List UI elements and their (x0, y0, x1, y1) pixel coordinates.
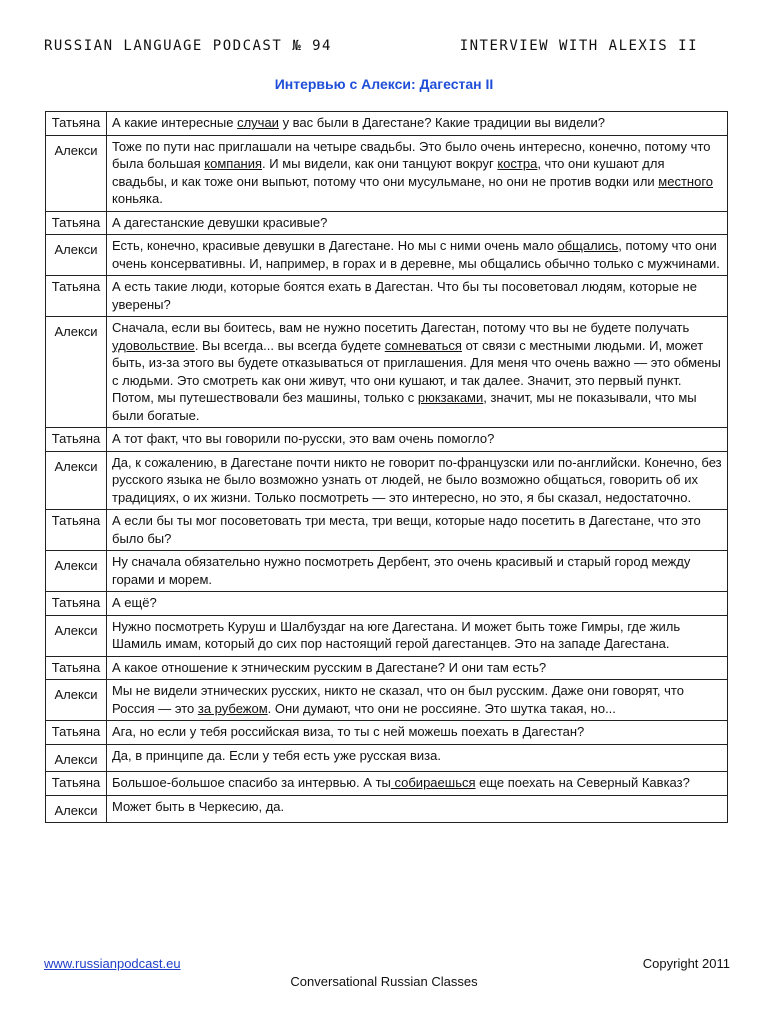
dialogue-line: А какие интересные случаи у вас были в Дагестане? Какие традиции вы видели? (107, 112, 728, 136)
dialogue-line: Нужно посмотреть Куруш и Шалбуздаг на юге Дагестана. И может быть тоже Гимры, где жиль Шамиль имам, который до сих пор настоящий герой дагестанцев. Это на западе Дагестана. (107, 615, 728, 656)
dialogue-row (46, 592, 728, 616)
speaker-name: Татьяна (46, 428, 107, 452)
dialogue-line: А ещё? (107, 592, 728, 616)
dialogue-row (46, 744, 728, 772)
header-podcast-title: RUSSIAN LANGUAGE PODCAST № 94 (44, 38, 332, 54)
speaker-name: Алекси (46, 551, 107, 592)
dialogue-row (46, 451, 728, 510)
speaker-name: Татьяна (46, 721, 107, 745)
page-header (44, 38, 698, 54)
dialogue-line: Ага, но если у тебя российская виза, то ты с ней можешь поехать в Дагестан? (107, 721, 728, 745)
speaker-name: Алекси (46, 680, 107, 721)
speaker-name: Татьяна (46, 592, 107, 616)
dialogue-row (46, 656, 728, 680)
dialogue-line: Может быть в Черкесию, да. (107, 795, 728, 823)
copyright-text: Copyright 2011 (642, 956, 730, 971)
dialogue-row (46, 551, 728, 592)
dialogue-line: Тоже по пути нас приглашали на четыре свадьбы. Это было очень интересно, конечно, потому что была большая компания. И мы видели, как они танцуют вокруг костра, что они кушают для свадьбы, и как тоже они выпьют, потому что они мусульмане, но они не против водки или местного коньяка. (107, 135, 728, 211)
speaker-name: Алекси (46, 135, 107, 211)
dialogue-row (46, 721, 728, 745)
dialogue-row (46, 615, 728, 656)
speaker-name: Татьяна (46, 772, 107, 796)
speaker-name: Татьяна (46, 112, 107, 136)
dialogue-row (46, 795, 728, 823)
dialogue-row (46, 276, 728, 317)
speaker-name: Татьяна (46, 656, 107, 680)
dialogue-line: А дагестанские девушки красивые? (107, 211, 728, 235)
website-link[interactable]: www.russianpodcast.eu (44, 956, 181, 971)
dialogue-line: Большое-большое спасибо за интервью. А ты собираешься еще поехать на Северный Кавказ? (107, 772, 728, 796)
speaker-name: Алекси (46, 795, 107, 823)
dialogue-table (45, 111, 728, 823)
speaker-name: Татьяна (46, 211, 107, 235)
speaker-name: Татьяна (46, 510, 107, 551)
dialogue-row (46, 317, 728, 428)
dialogue-line: А если бы ты мог посоветовать три места, три вещи, которые надо посетить в Дагестане, что это было бы? (107, 510, 728, 551)
speaker-name: Алекси (46, 317, 107, 428)
speaker-name: Алекси (46, 451, 107, 510)
dialogue-line: Да, в принципе да. Если у тебя есть уже русская виза. (107, 744, 728, 772)
dialogue-line: А есть такие люди, которые боятся ехать в Дагестан. Что бы ты посоветовал людям, которые не уверены? (107, 276, 728, 317)
dialogue-line: Ну сначала обязательно нужно посмотреть Дербент, это очень красивый и старый город между горами и морем. (107, 551, 728, 592)
speaker-name: Алекси (46, 615, 107, 656)
dialogue-row (46, 428, 728, 452)
dialogue-line: Мы не видели этнических русских, никто не сказал, что он был русским. Даже они говорят, что Россия — это за рубежом. Они думают, что они не россияне. Это шутка такая, но... (107, 680, 728, 721)
dialogue-line: А тот факт, что вы говорили по-русски, это вам очень помогло? (107, 428, 728, 452)
dialogue-row (46, 235, 728, 276)
speaker-name: Татьяна (46, 276, 107, 317)
dialogue-line: Есть, конечно, красивые девушки в Дагестане. Но мы с ними очень мало общались, потому что они очень консервативны. И, например, в горах и в деревне, мы общались обычно только с мужчинами. (107, 235, 728, 276)
dialogue-row (46, 135, 728, 211)
dialogue-line: А какое отношение к этническим русским в Дагестане? И они там есть? (107, 656, 728, 680)
speaker-name: Алекси (46, 744, 107, 772)
dialogue-line: Сначала, если вы боитесь, вам не нужно посетить Дагестан, потому что вы не будете получать удовольствие. Вы всегда... вы всегда будете сомневаться от связи с местными людьми. И, может быть, из-за этого вы будете отказываться от приглашения. Для меня что очень важно — это обмены с людьми. Это смотреть как они живут, что они кушают, и так далее. Значит, это первый пункт. Потом, мы путешествовали без машины, только с рюкзаками, значит, мы не показывали, что мы были богатые. (107, 317, 728, 428)
document-title: Интервью с Алекси: Дагестан II (274, 76, 494, 92)
dialogue-row (46, 680, 728, 721)
footer-subtitle: Conversational Russian Classes (290, 974, 478, 989)
dialogue-row (46, 211, 728, 235)
dialogue-row (46, 112, 728, 136)
dialogue-row (46, 772, 728, 796)
speaker-name: Алекси (46, 235, 107, 276)
header-episode-title: INTERVIEW WITH ALEXIS II (459, 38, 698, 54)
dialogue-line: Да, к сожалению, в Дагестане почти никто не говорит по-французски или по-английски. Конечно, без русского языка не было возможно узнать от людей, не было возможно общаться, говорить об их традициях, о их жизни. Только посмотреть — это интересно, но это, я бы сказал, недостаточно. (107, 451, 728, 510)
dialogue-row (46, 510, 728, 551)
